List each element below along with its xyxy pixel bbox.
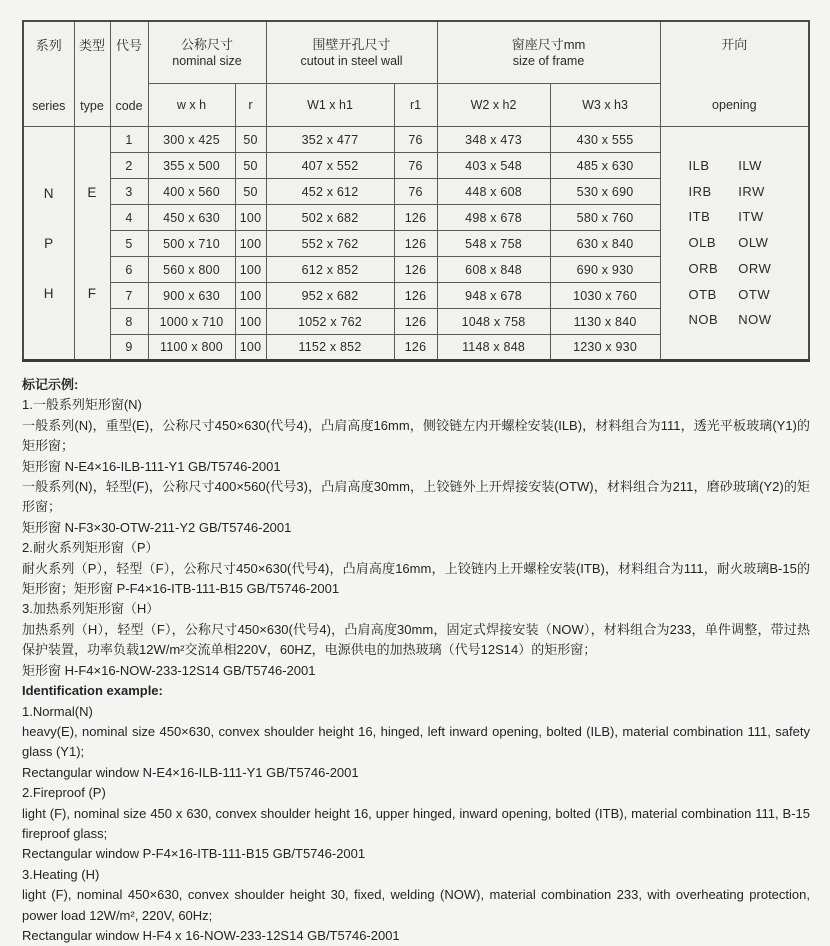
note-line: heavy(E), nominal size 450×630, convex shoulder height 16, hinged, left inward opening, bolted (ILB), material combination 111, safety glass (Y1); xyxy=(22,723,810,760)
opening-code: ORB xyxy=(688,260,719,276)
cell-nominal-wxh: 500 x 710 xyxy=(148,231,235,257)
note-line: 3.加热系列矩形窗（H） xyxy=(22,601,160,617)
cell-frame-w2h2: 1048 x 758 xyxy=(437,309,550,335)
header-opening-zh: 开向 xyxy=(721,37,748,52)
notes-heading: Identification example: xyxy=(22,683,163,699)
series-letter: H xyxy=(43,285,54,301)
cell-cutout-w1h1: 612 x 852 xyxy=(266,257,394,283)
opening-code: ORW xyxy=(738,260,772,276)
note-line: 2.Fireproof (P) xyxy=(22,785,106,801)
note-line: 矩形窗 H-F4×16-NOW-233-12S14 GB/T5746-2001 xyxy=(22,662,316,678)
opening-code: OLB xyxy=(688,235,717,251)
subheader-w1h1: W1 x h1 xyxy=(266,84,394,127)
opening-codes-cell xyxy=(660,127,809,361)
cell-nominal-wxh: 1000 x 710 xyxy=(148,309,235,335)
identification-notes xyxy=(22,375,810,946)
opening-code: IRB xyxy=(688,183,712,199)
cell-cutout-w1h1: 952 x 682 xyxy=(266,283,394,309)
cell-frame-w3h3: 630 x 840 xyxy=(550,231,660,257)
cell-cutout-w1h1: 407 x 552 xyxy=(266,153,394,179)
cell-frame-w2h2: 498 x 678 xyxy=(437,205,550,231)
cell-cutout-r1: 76 xyxy=(394,153,437,179)
header-nominal-en: nominal size xyxy=(172,53,242,68)
cell-cutout-w1h1: 452 x 612 xyxy=(266,179,394,205)
series-letter: N xyxy=(43,185,54,201)
cell-frame-w3h3: 485 x 630 xyxy=(550,153,660,179)
cell-code: 7 xyxy=(110,283,148,309)
cell-cutout-r1: 126 xyxy=(394,205,437,231)
cell-code: 5 xyxy=(110,231,148,257)
header-opening xyxy=(660,21,809,127)
cell-frame-w3h3: 580 x 760 xyxy=(550,205,660,231)
cell-code: 6 xyxy=(110,257,148,283)
note-line: 一般系列(N)，轻型(F)，公称尺寸400×560(代号3)，凸肩高度30mm，上铰链外上开焊接安装(OTW)，材料组合为211，磨砂玻璃(Y2)的矩形窗； xyxy=(22,479,810,515)
note-line: Rectangular window H-F4 x 16-NOW-233-12S14 GB/T5746-2001 xyxy=(22,927,400,943)
cell-cutout-r1: 76 xyxy=(394,127,437,153)
note-line: Rectangular window P-F4×16-ITB-111-B15 GB/T5746-2001 xyxy=(22,846,366,862)
opening-code: NOW xyxy=(738,312,772,328)
cell-nominal-wxh: 1100 x 800 xyxy=(148,335,235,361)
cell-code: 2 xyxy=(110,153,148,179)
table-body xyxy=(23,127,809,361)
cell-nominal-r: 100 xyxy=(235,231,266,257)
header-frame-zh: 窗座尺寸mm xyxy=(511,36,586,52)
cell-frame-w3h3: 430 x 555 xyxy=(550,127,660,153)
header-series-zh: 系列 xyxy=(35,37,62,53)
cell-cutout-r1: 126 xyxy=(394,257,437,283)
opening-code: ITB xyxy=(688,209,711,225)
cell-cutout-r1: 126 xyxy=(394,231,437,257)
opening-code: ILB xyxy=(688,157,710,173)
header-frame-size xyxy=(437,21,660,84)
opening-code: OTW xyxy=(738,286,771,302)
opening-code: NOB xyxy=(688,312,719,328)
cell-nominal-r: 50 xyxy=(235,153,266,179)
type-letter: E xyxy=(87,185,97,200)
series-letter: P xyxy=(44,235,54,251)
header-cutout-en: cutout in steel wall xyxy=(300,53,403,68)
subheader-r1: r1 xyxy=(394,84,437,127)
cell-frame-w3h3: 690 x 930 xyxy=(550,257,660,283)
type-letter: F xyxy=(87,286,97,301)
header-code-en: code xyxy=(115,98,143,113)
note-line: 3.Heating (H) xyxy=(22,866,100,882)
header-code-zh: 代号 xyxy=(115,37,142,53)
cell-frame-w3h3: 1230 x 930 xyxy=(550,335,660,361)
cell-nominal-wxh: 400 x 560 xyxy=(148,179,235,205)
cell-code: 3 xyxy=(110,179,148,205)
cell-cutout-r1: 126 xyxy=(394,309,437,335)
cell-frame-w2h2: 1148 x 848 xyxy=(437,335,550,361)
cell-cutout-w1h1: 1052 x 762 xyxy=(266,309,394,335)
cell-cutout-w1h1: 352 x 477 xyxy=(266,127,394,153)
series-group-cell xyxy=(23,127,74,361)
note-line: 1.Normal(N) xyxy=(22,703,93,719)
cell-cutout-w1h1: 502 x 682 xyxy=(266,205,394,231)
subheader-r: r xyxy=(235,84,266,127)
header-nominal-size xyxy=(148,21,266,84)
cell-nominal-wxh: 355 x 500 xyxy=(148,153,235,179)
cell-cutout-r1: 126 xyxy=(394,283,437,309)
type-group-cell xyxy=(74,127,110,361)
note-line: 矩形窗 N-E4×16-ILB-111-Y1 GB/T5746-2001 xyxy=(22,458,281,474)
opening-code: OLW xyxy=(738,235,769,251)
header-type-en: type xyxy=(80,98,104,113)
header-code xyxy=(110,21,148,127)
header-opening-en: opening xyxy=(712,98,757,112)
note-line: light (F), nominal 450×630, convex shoulder height 30, fixed, welding (NOW), material combination 233, with overheating protection, power load 12W/m², 220V, 60Hz; xyxy=(22,887,810,923)
cell-code: 4 xyxy=(110,205,148,231)
cell-frame-w2h2: 403 x 548 xyxy=(437,153,550,179)
cell-cutout-r1: 76 xyxy=(394,179,437,205)
cell-frame-w2h2: 548 x 758 xyxy=(437,231,550,257)
note-line: 2.耐火系列矩形窗（P） xyxy=(22,540,159,556)
opening-code: IRW xyxy=(738,183,765,199)
notes-heading: 标记示例: xyxy=(22,377,79,392)
header-series-en: series xyxy=(32,98,66,113)
window-dimension-table xyxy=(22,20,810,362)
note-line: light (F), nominal size 450 x 630, convex shoulder height 16, upper hinged, inward opening, bolted (ITB), material combination 111, B-15 fireproof glass; xyxy=(22,805,810,841)
header-type-zh: 类型 xyxy=(78,37,105,53)
header-nominal-zh: 公称尺寸 xyxy=(181,36,234,52)
opening-code: ILW xyxy=(738,157,762,173)
cell-frame-w3h3: 530 x 690 xyxy=(550,179,660,205)
table-row xyxy=(23,127,809,153)
note-line: Rectangular window N-E4×16-ILB-111-Y1 GB/T5746-2001 xyxy=(22,764,359,780)
cell-cutout-r1: 126 xyxy=(394,335,437,361)
opening-code: ITW xyxy=(738,209,764,225)
opening-code: OTB xyxy=(688,286,717,302)
cell-nominal-r: 50 xyxy=(235,127,266,153)
note-line: 耐火系列（P），轻型（F），公称尺寸450×630(代号4)，凸肩高度16mm，上铰链内上开螺栓安装(ITB)，材料组合为111，耐火玻璃B-15的矩形窗；矩形窗 P-F4×16-ITB-111-B15 GB/T5746-2001 xyxy=(22,560,810,597)
cell-cutout-w1h1: 552 x 762 xyxy=(266,231,394,257)
cell-code: 1 xyxy=(110,127,148,153)
subheader-w2h2: W2 x h2 xyxy=(437,84,550,127)
cell-nominal-r: 50 xyxy=(235,179,266,205)
cell-frame-w2h2: 608 x 848 xyxy=(437,257,550,283)
cell-code: 9 xyxy=(110,335,148,361)
header-cutout-zh: 围壁开孔尺寸 xyxy=(312,36,391,52)
header-cutout xyxy=(266,21,437,84)
note-line: 加热系列（H），轻型（F），公称尺寸450×630(代号4)，凸肩高度30mm，固定式焊接安装（NOW），材料组合为233，单件调整，带过热保护装置，功率负载12W/m²交流单相220V，60HZ，电源供电的加热玻璃（代号12S14）的矩形窗； xyxy=(22,621,810,658)
header-type xyxy=(74,21,110,127)
subheader-wxh: w x h xyxy=(148,84,235,127)
cell-nominal-wxh: 900 x 630 xyxy=(148,283,235,309)
cell-nominal-wxh: 560 x 800 xyxy=(148,257,235,283)
cell-nominal-r: 100 xyxy=(235,335,266,361)
note-line: 矩形窗 N-F3×30-OTW-211-Y2 GB/T5746-2001 xyxy=(22,519,292,535)
cell-frame-w2h2: 448 x 608 xyxy=(437,179,550,205)
note-line: 一般系列(N)，重型(E)，公称尺寸450×630(代号4)，凸肩高度16mm，侧铰链左内开螺栓安装(ILB)，材料组合为111，透光平板玻璃(Y1)的矩形窗； xyxy=(22,417,810,454)
header-series xyxy=(23,21,74,127)
cell-cutout-w1h1: 1152 x 852 xyxy=(266,335,394,361)
cell-nominal-wxh: 450 x 630 xyxy=(148,205,235,231)
cell-frame-w2h2: 948 x 678 xyxy=(437,283,550,309)
cell-nominal-r: 100 xyxy=(235,205,266,231)
cell-nominal-r: 100 xyxy=(235,309,266,335)
subheader-w3h3: W3 x h3 xyxy=(550,84,660,127)
cell-frame-w3h3: 1130 x 840 xyxy=(550,309,660,335)
header-frame-en: size of frame xyxy=(512,53,585,68)
cell-nominal-wxh: 300 x 425 xyxy=(148,127,235,153)
cell-frame-w2h2: 348 x 473 xyxy=(437,127,550,153)
cell-code: 8 xyxy=(110,309,148,335)
note-line: 1.一般系列矩形窗(N) xyxy=(22,397,142,413)
cell-frame-w3h3: 1030 x 760 xyxy=(550,283,660,309)
cell-nominal-r: 100 xyxy=(235,283,266,309)
cell-nominal-r: 100 xyxy=(235,257,266,283)
